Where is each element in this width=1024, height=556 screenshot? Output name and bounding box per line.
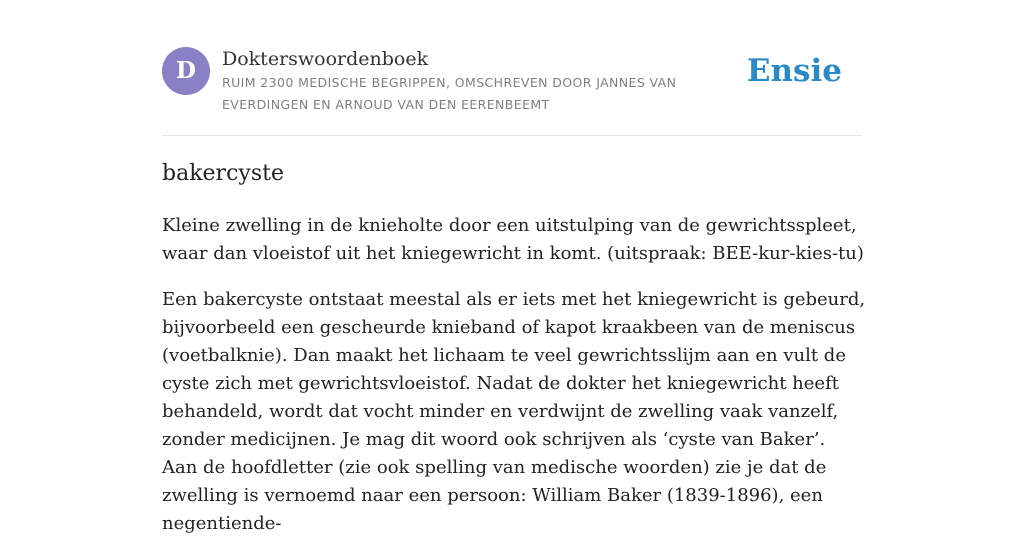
brand-logo[interactable]: Ensie [746,53,842,89]
entry-term: bakercyste [162,161,284,186]
avatar[interactable]: D [162,47,210,95]
site-subtitle: RUIM 2300 MEDISCHE BEGRIPPEN, OMSCHREVEN DOOR JANNES VAN EVERDINGEN EN ARNOUD VAN DEN EERENBEEMT [222,75,677,112]
definition-paragraph: Kleine zwelling in de knieholte door een uitstulping van de gewrichtsspleet, waar dan vloeistof uit het kniegewricht in komt. (uitspraak: BEE-kur-kies-tu) [162,215,864,264]
site-title[interactable]: Dokterswoordenboek [222,48,429,70]
definition-paragraph: Een bakercyste ontstaat meestal als er iets met het kniegewricht is gebeurd, bijvoorbeeld een gescheurde knieband of kapot kraakbeen van de meniscus (voetbalknie). Dan maakt het lichaam te veel gewrichtsslijm aan en vult de cyste zich met gewrichtsvloeistof. Nadat de dokter het kniegewricht heeft behandeld, wordt dat vocht minder en verdwijnt de zwelling vaak vanzelf, zonder medicijnen. Je mag dit woord ook schrijven als ‘cyste van Baker’. Aan de hoofdletter (zie ook spelling van medische woorden) zie je dat de zwelling is vernoemd naar een persoon: William Baker (1839-1896), een negentiende- [162,289,866,534]
header-divider [162,135,862,136]
entry-definition [162,212,866,556]
site-header [162,47,862,135]
